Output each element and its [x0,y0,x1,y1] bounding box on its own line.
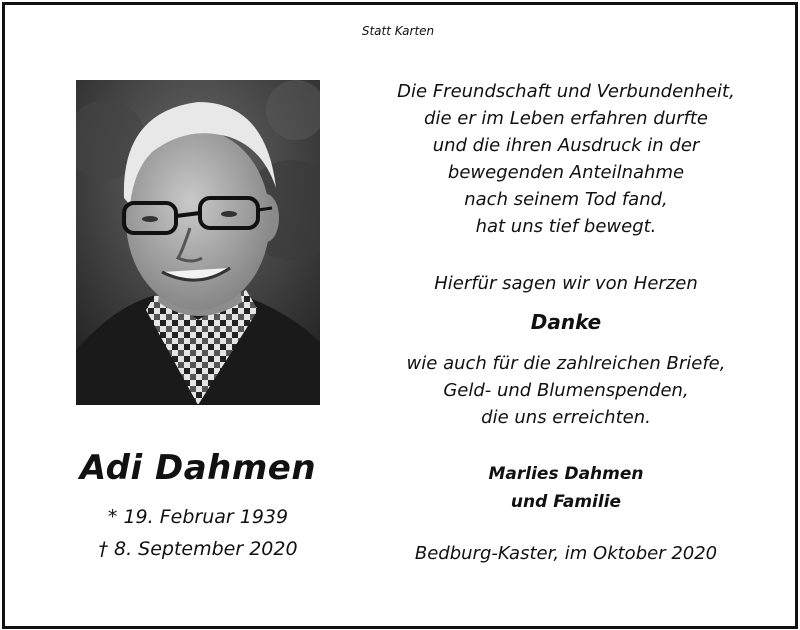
verse-line: Geld- und Blumenspenden, [443,380,689,401]
danke-heading: Danke [530,310,602,334]
verse-line: und die ihren Ausdruck in der [432,135,700,156]
condolence-verse [370,78,762,240]
signature-line: Marlies Dahmen [488,464,644,484]
thanks-intro: Hierfür sagen wir von Herzen [434,273,698,294]
family-signature [370,460,762,516]
verse-line: hat uns tief bewegt. [475,216,657,237]
verse-line: nach seinem Tod fand, [464,189,668,210]
place-and-date: Bedburg-Kaster, im Oktober 2020 [414,543,718,564]
thanks-verse [370,350,762,431]
verse-line: bewegenden Anteilnahme [447,162,685,183]
header-text: Statt Karten [361,24,435,38]
verse-line: die er im Leben erfahren durfte [424,108,708,129]
verse-line: wie auch für die zahlreichen Briefe, [406,353,726,374]
verse-line: die uns erreichten. [481,407,651,428]
birth-date: * 19. Februar 1939 [107,506,289,528]
verse-line: Die Freundschaft und Verbundenheit, [397,81,735,102]
portrait-photo [76,80,320,405]
deceased-name: Adi Dahmen [79,448,317,488]
death-date: † 8. September 2020 [98,538,298,560]
signature-line: und Familie [510,492,622,512]
